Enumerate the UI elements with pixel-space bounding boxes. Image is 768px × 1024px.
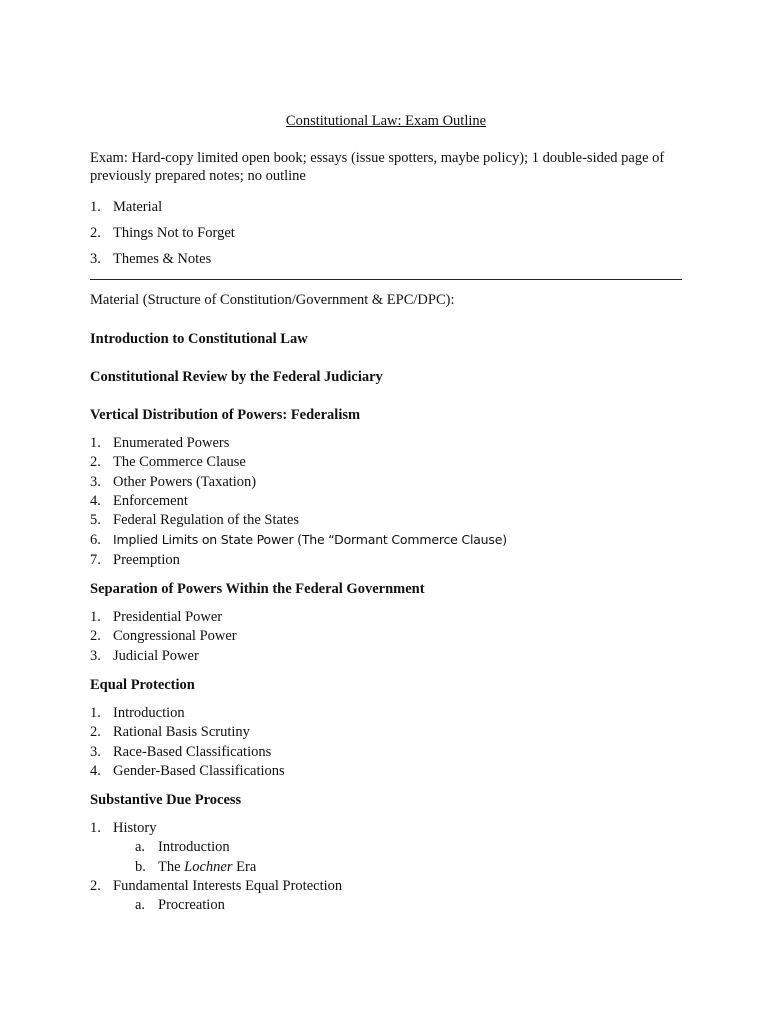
list-item-label: The Commerce Clause (113, 454, 246, 471)
list-item-label: Enumerated Powers (113, 435, 230, 451)
list-item (90, 551, 682, 570)
list-number: 2. (90, 878, 101, 895)
section-title-review: Constitutional Review by the Federal Judiciary (90, 369, 383, 385)
list-number: 7. (90, 551, 101, 568)
list-item (90, 723, 682, 742)
section-title-separation: Separation of Powers Within the Federal Government (90, 581, 425, 598)
list-item-label: Preemption (113, 551, 180, 568)
outline-contents-list (90, 194, 682, 272)
list-number: 4. (90, 492, 101, 509)
list-number: 4. (90, 762, 101, 779)
list-number: 1. (90, 435, 101, 451)
list-item-label: Fundamental Interests Equal Protection (113, 878, 343, 895)
sub-list-letter: a. (135, 897, 146, 914)
document-page (90, 111, 682, 916)
list-item-label: Enforcement (113, 492, 188, 509)
list-item (90, 492, 682, 511)
document-title: Constitutional Law: Exam Outline (285, 113, 487, 129)
material-heading: Material (Structure of Constitution/Government & EPC/DPC): (90, 292, 455, 308)
list-item (90, 762, 682, 781)
list-number: 1. (90, 609, 101, 626)
list-item (90, 627, 682, 646)
list-item-label: Themes & Notes (113, 251, 212, 267)
list-item (90, 434, 682, 453)
sub-list-item-label: Introduction (158, 839, 230, 856)
list-item (90, 511, 682, 530)
sub-list-item (90, 838, 682, 857)
section-title-federalism: Vertical Distribution of Powers: Federalism (90, 407, 361, 423)
horizontal-divider (90, 279, 682, 280)
list-item-label: Introduction (113, 704, 185, 721)
section-title-intro: Introduction to Constitutional Law (90, 331, 308, 347)
section-title-substantive-due-process: Substantive Due Process (90, 792, 242, 809)
list-item-label: History (113, 820, 157, 837)
federalism-list (90, 434, 682, 570)
list-item (90, 453, 682, 472)
sub-list-item-label: Procreation (158, 897, 225, 914)
list-item (90, 819, 682, 838)
list-number: 3. (90, 251, 101, 267)
list-item-label: Presidential Power (113, 609, 223, 626)
list-number: 2. (90, 724, 101, 741)
list-item-label: Federal Regulation of the States (113, 512, 300, 529)
list-number: 6. (90, 532, 101, 549)
list-item-label: Judicial Power (113, 647, 199, 664)
list-number: 2. (90, 454, 101, 471)
sub-list-letter: a. (135, 839, 146, 856)
list-item (90, 743, 682, 762)
list-number: 3. (90, 743, 101, 760)
list-item-label: Congressional Power (113, 628, 237, 645)
list-number: 1. (90, 199, 101, 215)
substantive-due-process-list (90, 819, 682, 915)
sub-list-item-label-pre: The (158, 858, 185, 875)
list-number: 2. (90, 225, 101, 241)
list-number: 3. (90, 473, 101, 490)
list-item (90, 194, 682, 220)
list-item (90, 608, 682, 627)
sub-list-item-label-post: Era (232, 858, 257, 875)
sub-list-item (90, 858, 682, 877)
separation-list (90, 608, 682, 666)
equal-protection-list (90, 704, 682, 781)
list-item (90, 473, 682, 492)
list-item-label: Implied Limits on State Power (The “Dormant Commerce Clause) (113, 532, 507, 548)
list-number: 2. (90, 628, 101, 645)
list-item (90, 246, 682, 272)
list-number: 1. (90, 704, 101, 721)
list-item (90, 530, 682, 550)
list-item (90, 877, 682, 896)
list-item-label: Material (113, 199, 163, 215)
list-item-label: Other Powers (Taxation) (113, 473, 257, 490)
case-name-italic: Lochner (184, 858, 233, 875)
list-number: 1. (90, 820, 101, 837)
sub-list-letter: b. (135, 858, 146, 875)
list-item-label: Race-Based Classifications (113, 743, 272, 760)
list-item-label: Rational Basis Scrutiny (113, 724, 250, 741)
list-item (90, 647, 682, 666)
list-item-label: Gender-Based Classifications (113, 762, 285, 779)
list-item (90, 220, 682, 246)
list-number: 3. (90, 647, 101, 664)
list-item-label: Things Not to Forget (113, 225, 235, 241)
exam-description: Exam: Hard-copy limited open book; essays (issue spotters, maybe policy); 1 double-sided page of previously prepared notes; no outline (90, 150, 665, 184)
list-item (90, 704, 682, 723)
sub-list-item (90, 896, 682, 915)
list-number: 5. (90, 512, 101, 529)
section-title-equal-protection: Equal Protection (90, 676, 195, 693)
